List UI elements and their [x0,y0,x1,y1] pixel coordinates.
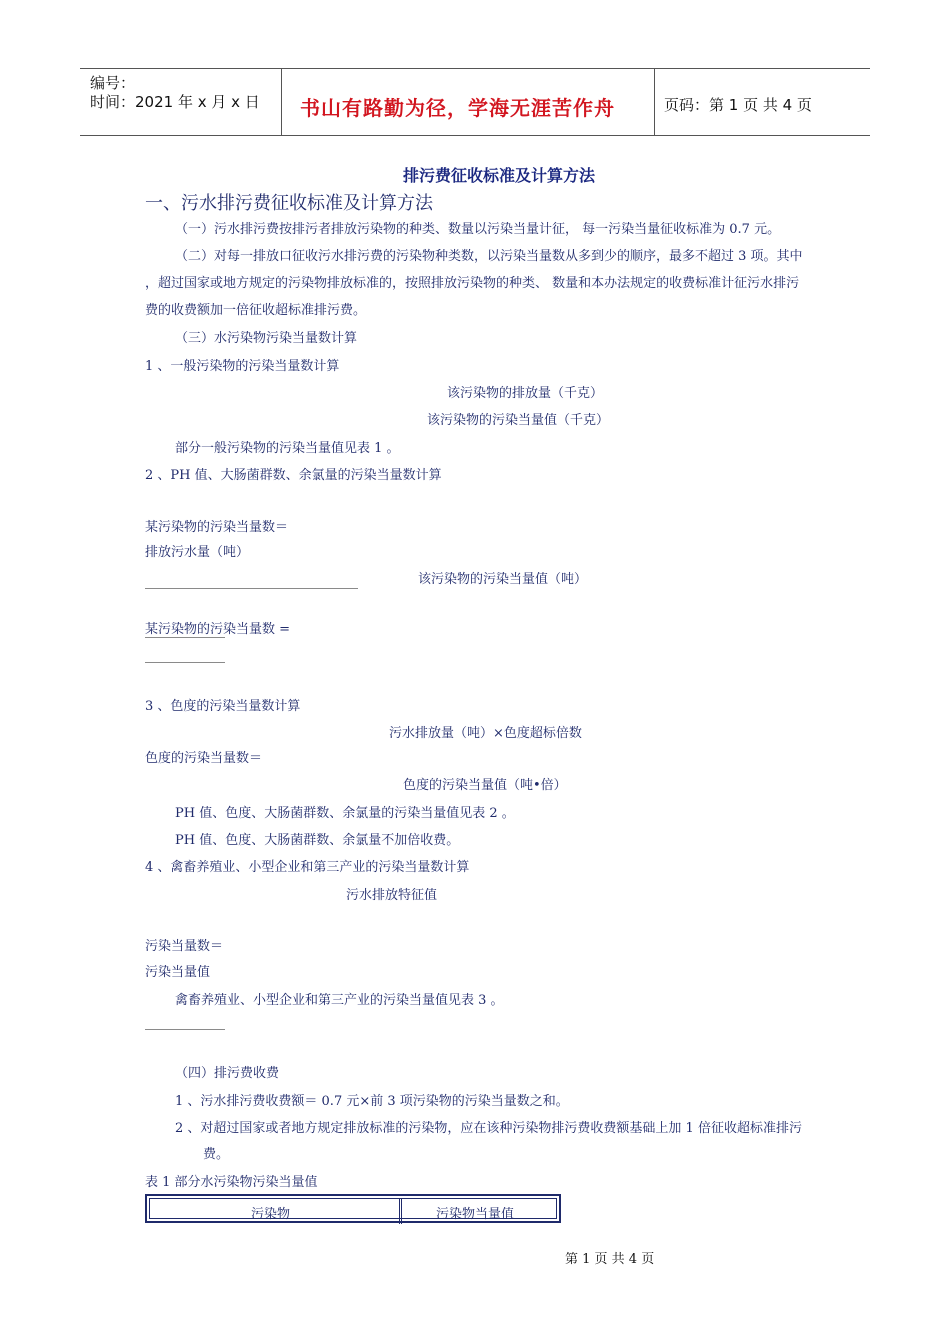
formula-4-numerator: 污水排放特征值 [346,888,438,903]
table-caption: 表 1 部分水污染物污染当量值 [145,1175,318,1190]
doc-time-label: 时间：2021 年 x 月 x 日 [90,93,260,111]
fraction-rule-2 [145,588,358,589]
table-header-equivalent: 污染物当量值 [436,1207,515,1222]
paragraph-3: （三）水污染物污染当量数计算 [175,331,358,346]
table-column-separator [399,1199,402,1224]
formula-1-numerator: 该污染物的排放量（千克） [447,386,604,401]
formula-3-numerator: 污水排放量（吨）×色度超标倍数 [389,726,582,741]
subheading-4: 4 、禽畜养殖业、小型企业和第三产业的污染当量数计算 [145,860,470,875]
formula-2b-lhs: 某污染物的污染当量数 = [145,622,291,637]
formula-2-numerator: 排放污水量（吨） [145,545,250,560]
subheading-3: 3 、色度的污染当量数计算 [145,699,301,714]
subheading-2: 2 、PH 值、大肠菌群数、余氯量的污染当量数计算 [145,468,442,483]
fraction-rule-4 [145,1029,225,1030]
formula-4-lhs: 污染当量数＝ [145,939,224,954]
note-table-2: PH 值、色度、大肠菌群数、余氯量的污染当量值见表 2 。 [175,806,515,821]
paragraph-2-line-2: ，超过国家或地方规定的污染物排放标准的，按照排放污染物的种类、 数量和本办法规定的收费标准计征污水排污 [145,276,800,291]
formula-3-denominator: 色度的污染当量值（吨•倍） [403,778,567,793]
fee-rule-2-line-2: 费。 [203,1147,230,1162]
fee-rule-2-line-1: 2 、对超过国家或者地方规定排放标准的污染物，应在该种污染物排污费收费额基础上加 1 倍征收超标准排污 [175,1121,802,1136]
fee-rule-1: 1 、污水排污费收费额＝ 0.7 元×前 3 项污染物的污染当量数之和。 [175,1094,569,1109]
formula-4-denominator: 污染当量值 [145,965,211,980]
formula-2-denominator: 该污染物的污染当量值（吨） [418,572,588,587]
header-top-rule [80,68,870,69]
fraction-rule-2b [145,662,225,663]
header-page-code: 页码：第 1 页 共 4 页 [664,96,812,114]
document-title: 排污费征收标准及计算方法 [403,166,596,185]
formula-1-denominator: 该污染物的污染当量值（千克） [427,413,610,428]
header-bottom-rule [80,135,870,136]
note-table-1: 部分一般污染物的污染当量值见表 1 。 [175,441,400,456]
fraction-rule-2b-top [145,637,225,638]
header-divider-left [281,69,282,135]
paragraph-2-line-3: 费的收费额加一倍征收超标准排污费。 [145,303,367,318]
paragraph-1: （一）污水排污费按排污者排放污染物的种类、数量以污染当量计征， 每一污染当量征收标准为 0.7 元。 [175,222,781,237]
section-heading-1: 一、污水排污费征收标准及计算方法 [145,193,433,214]
note-table-3: 禽畜养殖业、小型企业和第三产业的污染当量值见表 3 。 [175,993,504,1008]
paragraph-2-line-1: （二）对每一排放口征收污水排污费的污染物种类数，以污染当量数从多到少的顺序，最多不超过 3 项。其中 [175,249,803,264]
paragraph-4: （四）排污费收费 [175,1066,280,1081]
formula-2-lhs: 某污染物的污染当量数＝ [145,520,289,535]
header-motto: 书山有路勤为径，学海无涯苦作舟 [300,96,615,120]
note-no-double: PH 值、色度、大肠菌群数、余氯量不加倍收费。 [175,833,460,848]
formula-3-lhs: 色度的污染当量数＝ [145,751,263,766]
header-divider-right [654,69,655,135]
table-header-pollutant: 污染物 [251,1207,291,1222]
table-inner-border [149,1198,557,1222]
table-1 [145,1194,561,1223]
footer-page-number: 第 1 页 共 4 页 [565,1252,655,1267]
doc-code-label: 编号： [90,74,136,92]
subheading-1: 1 、一般污染物的污染当量数计算 [145,359,340,374]
